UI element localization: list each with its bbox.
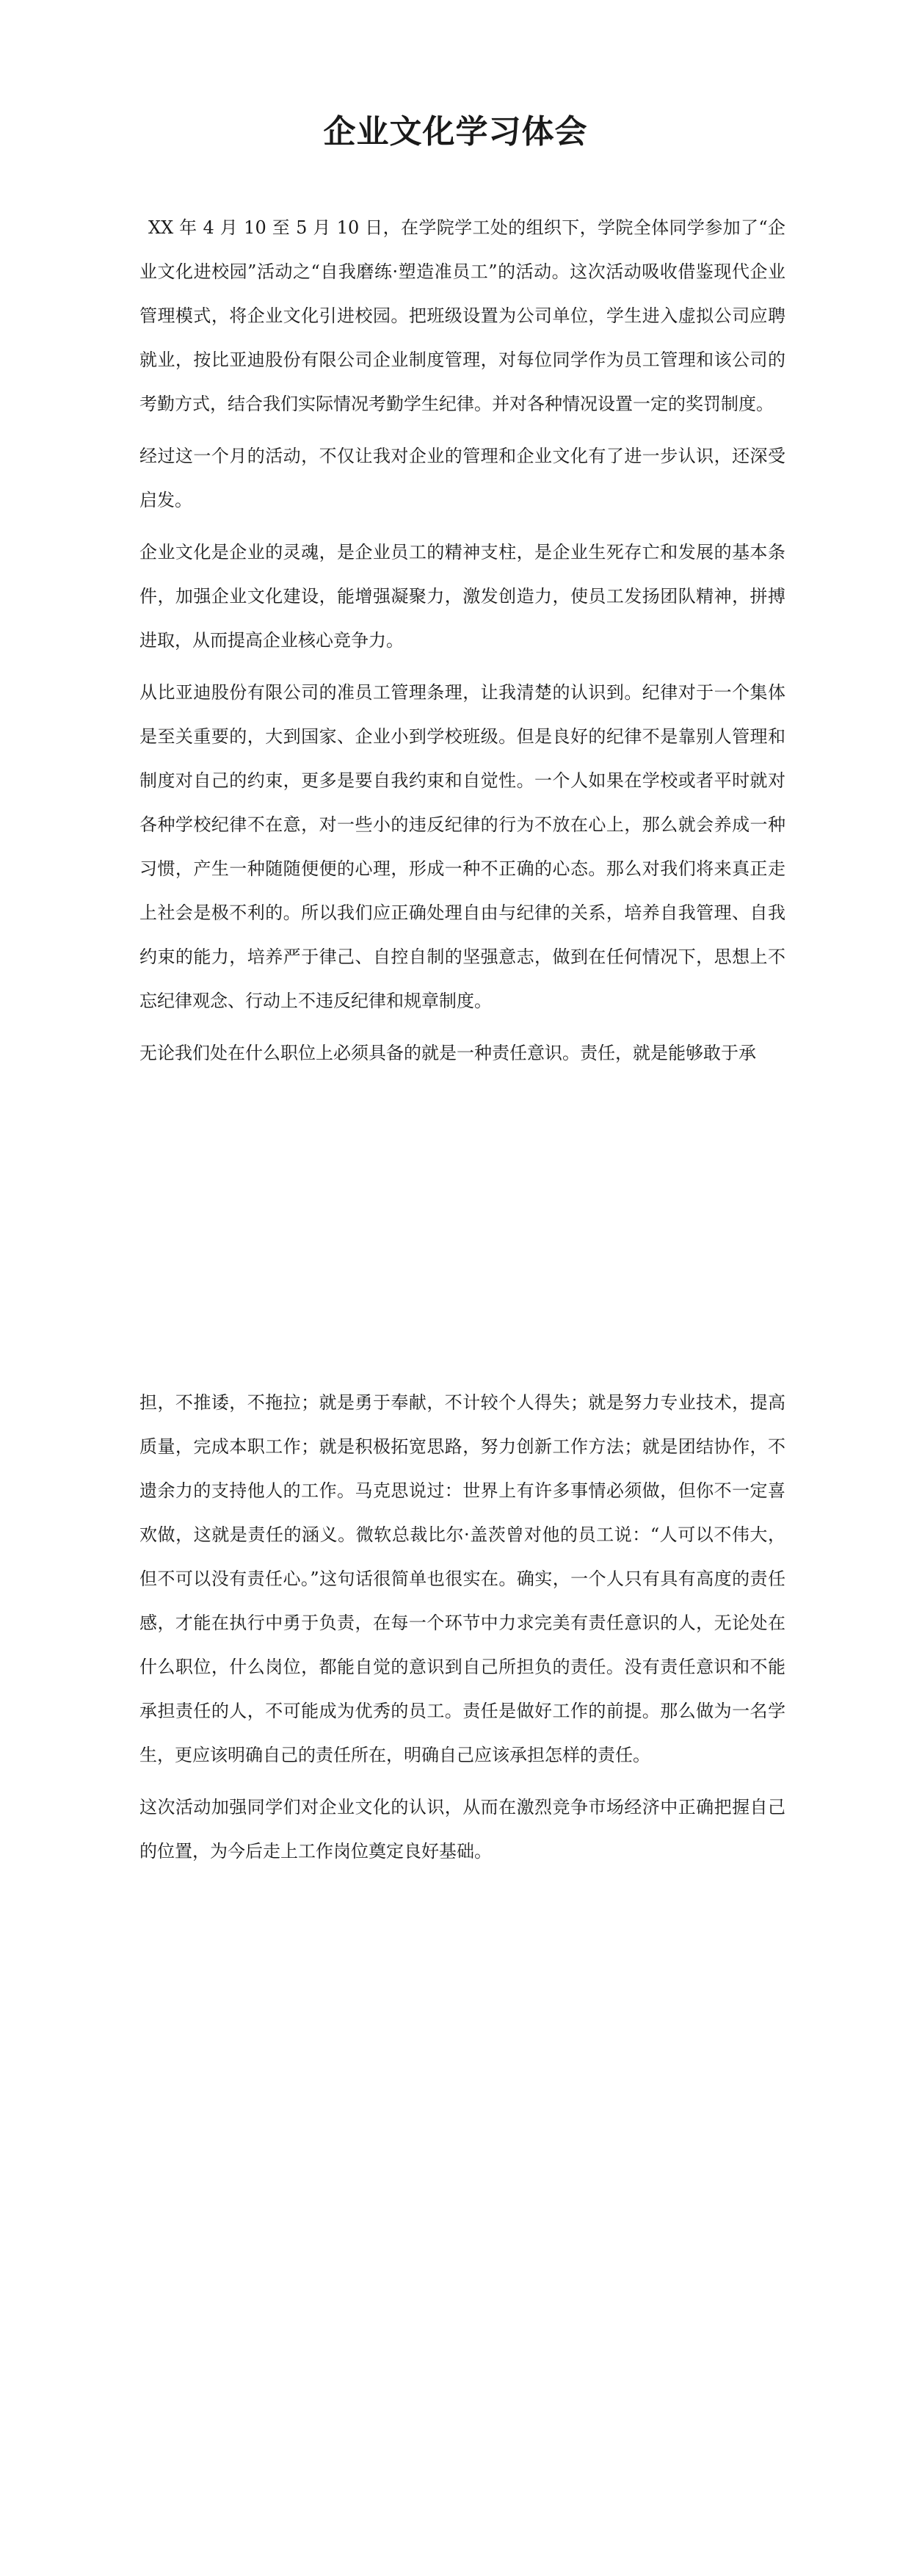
paragraph-enterprise-culture: 企业文化是企业的灵魂，是企业员工的精神支柱，是企业生死存亡和发展的基本条件，加强企业文化建设，能增强凝聚力，激发创造力，使员工发扬团队精神，拼搏进取，从而提高企业核心竞争力。: [139, 542, 785, 651]
body-text-section-2: [139, 1381, 785, 1881]
paragraph-discipline: 从比亚迪股份有限公司的准员工管理条理，让我清楚的认识到。纪律对于一个集体是至关重要的，大到国家、企业小到学校班级。但是良好的纪律不是靠别人管理和制度对自己的约束，更多是要自我约束和自觉性。一个人如果在学校或者平时就对各种学校纪律不在意，对一些小的违反纪律的行为不放在心上，那么就会养成一种习惯，产生一种随随便便的心理，形成一种不正确的心态。那么对我们将来真正走上社会是极不利的。所以我们应正确处理自由与纪律的关系，培养自我管理、自我约束的能力，培养严于律己、自控自制的坚强意志，做到在任何情况下，思想上不忘纪律观念、行动上不违反纪律和规章制度。: [139, 682, 785, 1011]
paragraph-responsibility-start: 无论我们处在什么职位上必须具备的就是一种责任意识。责任，就是能够敢于承: [139, 1043, 756, 1063]
body-text-section-1: [139, 206, 785, 1083]
paragraph-conclusion: 这次活动加强同学们对企业文化的认识，从而在激烈竞争市场经济中正确把握自己的位置，为今后走上工作岗位奠定良好基础。: [139, 1797, 785, 1862]
paragraph-responsibility-continued: 担，不推诿，不拖拉；就是勇于奉献，不计较个人得失；就是努力专业技术，提高质量，完成本职工作；就是积极拓宽思路，努力创新工作方法；就是团结协作，不遗余力的支持他人的工作。马克思说过：世界上有许多事情必须做，但你不一定喜欢做，这就是责任的涵义。微软总裁比尔·盖茨曾对他的员工说：“人可以不伟大，但不可以没有责任心。”这句话很简单也很实在。确实，一个人只有具有高度的责任感，才能在执行中勇于负责，在每一个环节中力求完美有责任意识的人，无论处在什么职位，什么岗位，都能自觉的意识到自己所担负的责任。没有责任意识和不能承担责任的人，不可能成为优秀的员工。责任是做好工作的前提。那么做为一名学生，更应该明确自己的责任所在，明确自己应该承担怎样的责任。: [139, 1392, 785, 1765]
paragraph-inspiration: 经过这一个月的活动，不仅让我对企业的管理和企业文化有了进一步认识，还深受启发。: [139, 446, 785, 510]
document-title: 企业文化学习体会: [323, 113, 588, 151]
paragraph-activity-intro: XX 年 4 月 10 至 5 月 10 日，在学院学工处的组织下，学院全体同学参加了“企业文化进校园”活动之“自我磨练·塑造准员工”的活动。这次活动吸收借鉴现代企业管理模式，将企业文化引进校园。把班级设置为公司单位，学生进入虚拟公司应聘就业，按比亚迪股份有限公司企业制度管理，对每位同学作为员工管理和该公司的考勤方式，结合我们实际情况考勤学生纪律。并对各种情况设置一定的奖罚制度。: [139, 217, 785, 414]
